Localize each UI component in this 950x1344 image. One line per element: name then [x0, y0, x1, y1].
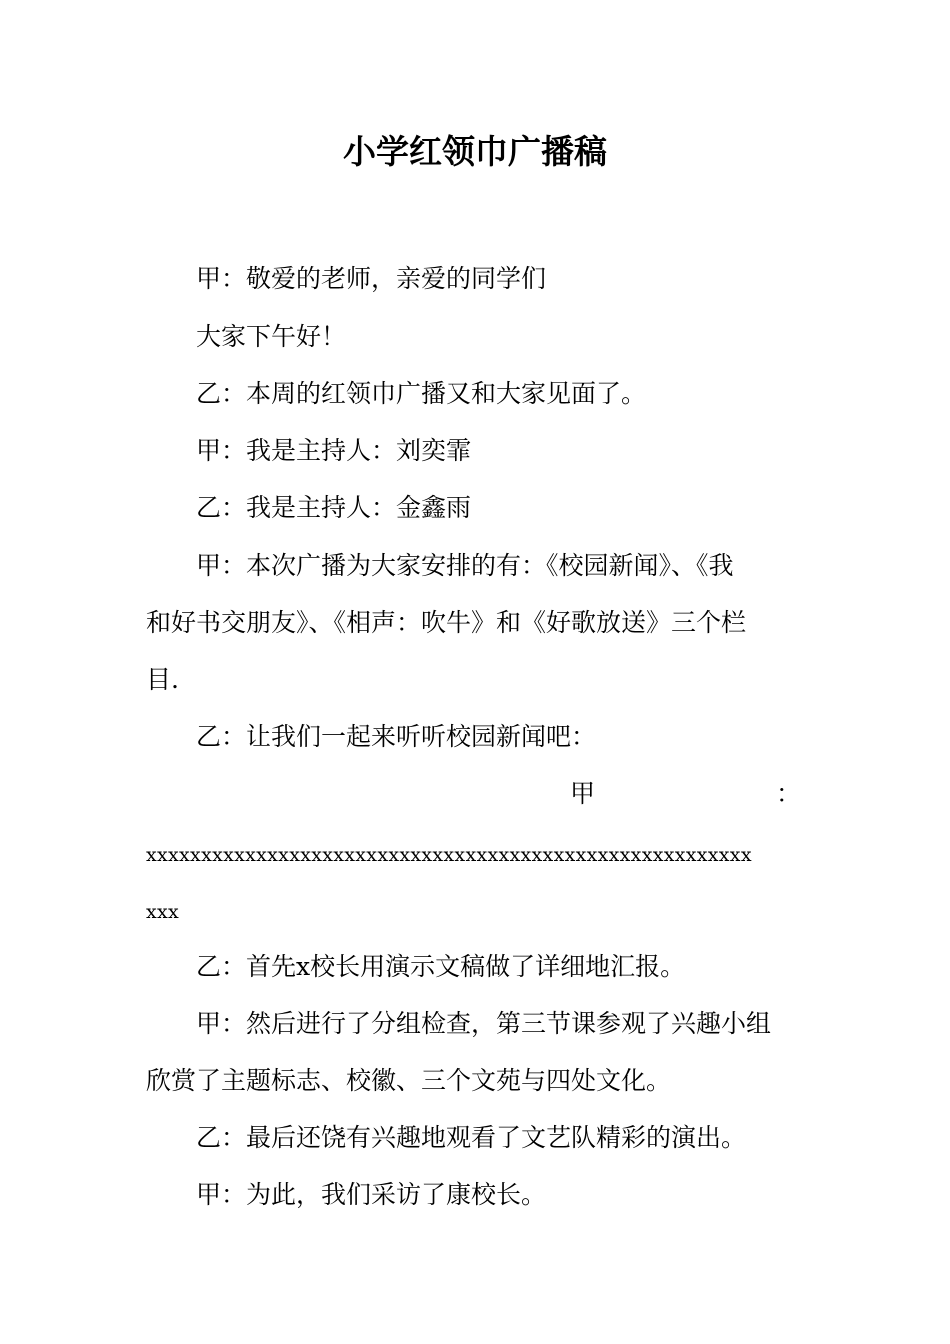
paragraph-line: 目. — [146, 665, 179, 694]
paragraph-line: 欣赏了主题标志、校徽、三个文苑与四处文化。 — [146, 1066, 672, 1095]
placeholder-line: xxx — [146, 901, 180, 923]
paragraph-line: 大家下午好！ — [196, 322, 347, 351]
paragraph-line: 甲：本次广播为大家安排的有：《校园新闻》、《我 — [196, 551, 734, 580]
paragraph-line: 和好书交朋友》、《相声：吹牛》和《好歌放送》三个栏 — [146, 608, 747, 637]
colon-mark: ： — [776, 779, 802, 808]
paragraph-line: 乙：本周的红领巾广播又和大家见面了。 — [196, 379, 647, 408]
paragraph-line: 乙：最后还饶有兴趣地观看了文艺队精彩的演出。 — [196, 1123, 747, 1152]
placeholder-line: xxxxxxxxxxxxxxxxxxxxxxxxxxxxxxxxxxxxxxxxxxxxxxxxxxxxxxx — [146, 844, 752, 866]
paragraph-line: 甲：然后进行了分组检查，第三节课参观了兴趣小组 — [196, 1009, 772, 1038]
paragraph-line: 甲：为此，我们采访了康校长。 — [196, 1180, 547, 1209]
paragraph-line: 甲：敬爱的老师，亲爱的同学们 — [196, 264, 547, 293]
paragraph-line: 乙：让我们一起来听听校园新闻吧： — [196, 722, 597, 751]
paragraph-line: 甲：我是主持人：刘奕霏 — [196, 436, 472, 465]
speaker-label: 甲 — [570, 779, 596, 808]
paragraph-line: 乙：我是主持人：金鑫雨 — [196, 493, 472, 522]
paragraph-line: 乙：首先x校长用演示文稿做了详细地汇报。 — [196, 952, 686, 981]
document-title: 小学红领巾广播稿 — [343, 132, 607, 171]
